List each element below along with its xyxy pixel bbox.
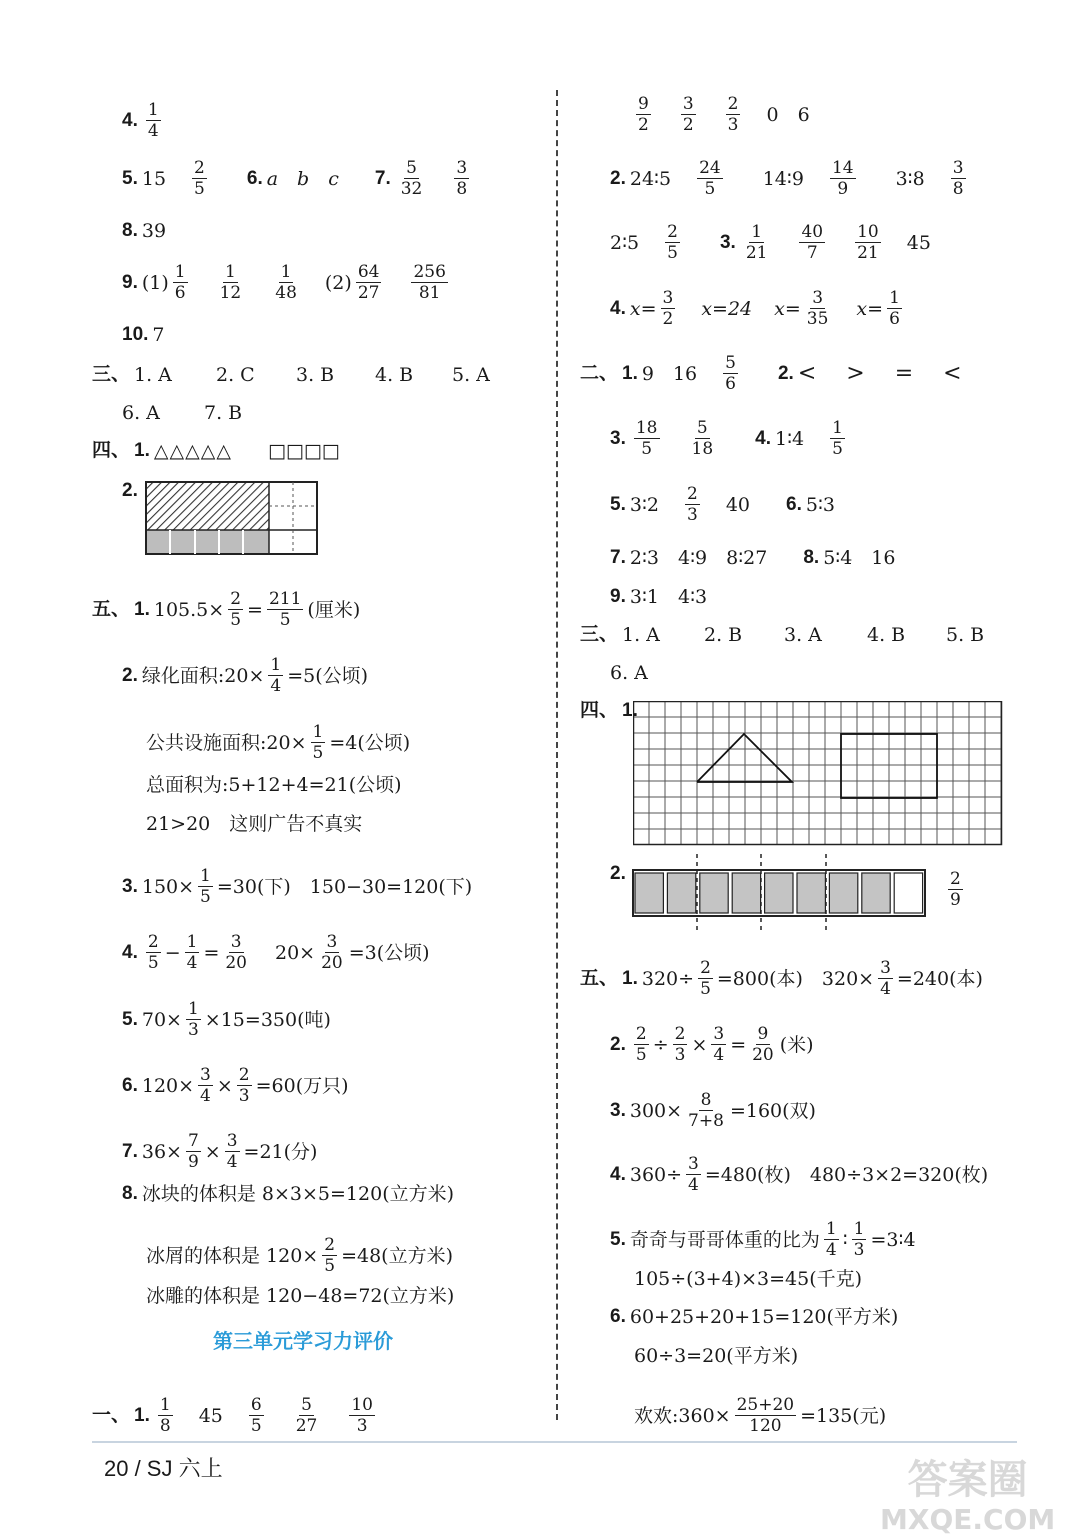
r-6: 5. 3∶2 2 3 40 6. 5∶3 — [610, 484, 835, 525]
fraction: $\frac{2}{5}$ — [230, 589, 242, 630]
r-s4-q2: 2. — [610, 863, 626, 884]
strip-cell — [829, 873, 857, 913]
strip-cell — [765, 873, 793, 913]
fraction: 1 8 — [159, 1395, 171, 1436]
page-footer: 20 / SJ 六上 — [104, 1456, 223, 1481]
fraction: 1 6 — [174, 262, 186, 303]
fraction: 40 7 — [801, 222, 824, 263]
fraction: 2 5 — [194, 158, 205, 199]
r-s5-7: 6. 60+25+20+15=120(平方米) — [610, 1306, 899, 1328]
fraction: 1 4 — [825, 1219, 837, 1260]
fraction: $\frac{3}{20}$ — [321, 932, 343, 973]
fraction: $\frac{1}{3}$ — [853, 1219, 865, 1260]
l-s5-2: 2. 绿化面积:20× $\frac{1}{4}$ =5(公顷) — [122, 655, 369, 696]
fraction: $\frac{3}{4}$ — [200, 1065, 211, 1106]
fraction: $\frac{1}{5}$ — [312, 722, 324, 763]
fraction: $\frac{211}{5}$ — [268, 589, 302, 630]
r-8: 9. 3∶1 4∶3 — [610, 586, 708, 608]
footer-rule — [92, 1441, 1017, 1443]
l-s5-3: 公共设施面积:20× $\frac{1}{5}$ =4(公顷) — [146, 722, 411, 763]
fraction: $\frac{2}{5}$ — [700, 958, 711, 999]
l-s5-13: 冰雕的体积是 120−48=72(立方米) — [146, 1285, 455, 1307]
fraction: 3 8 — [952, 158, 964, 199]
l-q5-7: 5. 15 2 5 6. a b c 7. 5 32 3 8 — [122, 158, 468, 199]
fraction: 10 21 — [857, 222, 879, 263]
fraction: 5 6 — [725, 353, 736, 394]
fraction: $\frac{2}{3}$ — [238, 1065, 250, 1106]
r-s5-1: 五、 1. 320÷ $\frac{2}{5}$ =800(本) 320× $\frac{3}{4}$ =240(本) — [580, 958, 983, 999]
l-s5-4: 总面积为:5+12+4=21(公顷) — [146, 774, 402, 796]
fraction: 6 5 — [250, 1395, 262, 1436]
fraction: 2 3 — [727, 94, 739, 135]
l-s5-6: 3. 150× $\frac{1}{5}$ =30(下) 150−30=120(下) — [122, 866, 473, 907]
strip-cell — [894, 873, 922, 913]
strip-cell — [732, 873, 760, 913]
fraction: 1 5 — [832, 418, 843, 459]
r-s5-4: 4. 360÷ $\frac{3}{4}$ =480(枚) 480÷3×2=320(枚) — [610, 1154, 989, 1195]
r-s3: 三、 1. A 2. B 3. A 4. B 5. B — [580, 624, 985, 646]
fraction: 2 9 — [950, 869, 961, 910]
l-s5-10: 7. 36× $\frac{7}{9}$ × $\frac{3}{4}$ =21(分) — [122, 1131, 318, 1172]
fraction: 10 3 — [351, 1395, 373, 1436]
bar-strip-diagram — [632, 852, 928, 932]
fraction: 9 2 — [638, 94, 649, 135]
fraction: $\frac{3}{35}$ — [806, 288, 829, 329]
l-s5-12: 冰屑的体积是 120× $\frac{2}{5}$ =48(立方米) — [146, 1235, 453, 1276]
r-1: 2. 24∶5 24 5 14∶9 14 9 3∶8 3 8 — [610, 158, 964, 199]
fraction: $\frac{2}{3}$ — [674, 1024, 686, 1065]
l-s3b: 6. A 7. B — [122, 402, 243, 424]
l-q10: 10. 7 — [122, 324, 165, 346]
fraction: 1 12 — [219, 262, 242, 303]
fraction: $\frac{3}{20}$ — [225, 932, 247, 973]
fraction: 5 27 — [295, 1395, 318, 1436]
l-s4: 四、 1. △△△△△ □□□□ — [92, 440, 340, 462]
fraction: 64 27 — [357, 262, 380, 303]
fraction: 5 18 — [691, 418, 714, 459]
l-s5-5: 21>20 这则广告不真实 — [146, 813, 363, 835]
l-s1: 一、 1. 1 8 45 6 5 5 27 10 3 — [92, 1395, 373, 1436]
r-5: 3. 18 5 5 18 4. 1∶4 1 5 — [610, 418, 843, 459]
r-s5-5: 5. 奇奇与哥哥体重的比为 1 4 ∶ $\frac{1}{3}$ =3∶4 — [610, 1219, 916, 1260]
strip-cell — [862, 873, 890, 913]
fraction: 18 5 — [635, 418, 658, 459]
strip-cell — [635, 873, 663, 913]
l-q8: 8. 39 — [122, 220, 167, 242]
r-s4-frac — [944, 869, 967, 910]
fraction: $\frac{2}{5}$ — [635, 1024, 647, 1065]
l-s5-7: 4. 2 5 − $\frac{1}{4}$ = $\frac{3}{20}$ 20× $\frac{3}{20}$ =3(公顷) — [122, 932, 430, 973]
fraction: 1 48 — [275, 262, 297, 303]
column-divider — [556, 90, 558, 1420]
fraction: $\frac{1}{5}$ — [200, 866, 211, 907]
fraction: $\frac{3}{4}$ — [688, 1154, 699, 1195]
fraction: $\frac{25+20}{120}$ — [736, 1395, 795, 1436]
fraction: $\frac{3}{4}$ — [226, 1131, 238, 1172]
shaded-rect-diagram — [145, 481, 319, 555]
l-s4-q2: 2. — [122, 480, 138, 501]
strip-cell — [667, 873, 695, 913]
r-s5-6: 105÷(3+4)×3=45(千克) — [634, 1268, 863, 1290]
r-s5-3: 3. 300× $\frac{8}{7+8}$ =160(双) — [610, 1090, 816, 1131]
fraction: 5 32 — [400, 158, 423, 199]
grid-diagram — [633, 701, 1003, 846]
fraction: $\frac{1}{4}$ — [186, 932, 198, 973]
r-2: 2∶5 2 5 3. 1 21 40 7 10 21 45 — [610, 222, 931, 263]
l-q9: 9. (1) 1 6 1 12 1 48 (2) 64 27 256 81 — [122, 262, 446, 303]
fraction: 2 5 — [147, 932, 159, 973]
r-0: 9 2 3 2 2 3 0 6 — [638, 94, 810, 135]
fraction: $\frac{3}{4}$ — [880, 958, 891, 999]
fraction: 1 21 — [745, 222, 768, 263]
fraction: 14 9 — [831, 158, 854, 199]
fraction: 1 4 — [147, 100, 159, 141]
r-s3b: 6. A — [610, 662, 648, 684]
r-s5-2: 2. $\frac{2}{5}$ ÷ $\frac{2}{3}$ × $\frac{3}{4}$ = $\frac{9}{20}$ (米) — [610, 1024, 814, 1065]
fraction: $\frac{2}{5}$ — [324, 1235, 336, 1276]
fraction: $\frac{3}{2}$ — [662, 288, 674, 329]
r-s4: 四、 1. — [580, 700, 638, 721]
fraction: $\frac{8}{7+8}$ — [688, 1090, 724, 1131]
unit-title: 第三单元学习力评价 — [213, 1329, 393, 1353]
r-3: 4. x= $\frac{3}{2}$ x=24 x= $\frac{3}{35}$ x= $\frac{1}{6}$ — [610, 288, 900, 329]
l-s5-11: 8. 冰块的体积是 8×3×5=120(立方米) — [122, 1183, 455, 1205]
fraction: $\frac{1}{4}$ — [270, 655, 282, 696]
fraction: 3 8 — [456, 158, 468, 199]
l-s5-1: 五、 1. 105.5× $\frac{2}{5}$ = $\frac{211}{5}$ (厘米) — [92, 589, 361, 630]
l-q4: 4. 1 4 — [122, 100, 159, 141]
watermark-logo: 答案圈 MXQE.COM — [880, 1457, 1056, 1536]
fraction: $\frac{9}{20}$ — [752, 1024, 774, 1065]
fraction: $\frac{7}{9}$ — [187, 1131, 199, 1172]
strip-cell — [797, 873, 825, 913]
fraction: $\frac{1}{6}$ — [889, 288, 900, 329]
l-s5-8: 5. 70× $\frac{1}{3}$ ×15=350(吨) — [122, 999, 331, 1040]
fraction: 3 2 — [682, 94, 694, 135]
fraction: $\frac{1}{3}$ — [187, 999, 199, 1040]
fraction: 2 5 — [667, 222, 678, 263]
r-s2: 二、 1. 9 16 5 6 2. < > = < — [580, 353, 966, 394]
l-s5-9: 6. 120× $\frac{3}{4}$ × $\frac{2}{3}$ =60(万只) — [122, 1065, 349, 1106]
r-s5-9: 欢欢:360× $\frac{25+20}{120}$ =135(元) — [634, 1395, 887, 1436]
fraction: 2 3 — [686, 484, 698, 525]
fraction: 256 81 — [413, 262, 446, 303]
fraction: $\frac{3}{4}$ — [713, 1024, 725, 1065]
r-s5-8: 60÷3=20(平方米) — [634, 1345, 799, 1367]
fraction: 24 5 — [699, 158, 721, 199]
strip-cell — [700, 873, 728, 913]
l-s3: 三、 1. A 2. C 3. B 4. B 5. A — [92, 364, 490, 386]
r-7: 7. 2∶3 4∶9 8∶27 8. 5∶4 16 — [610, 547, 896, 569]
